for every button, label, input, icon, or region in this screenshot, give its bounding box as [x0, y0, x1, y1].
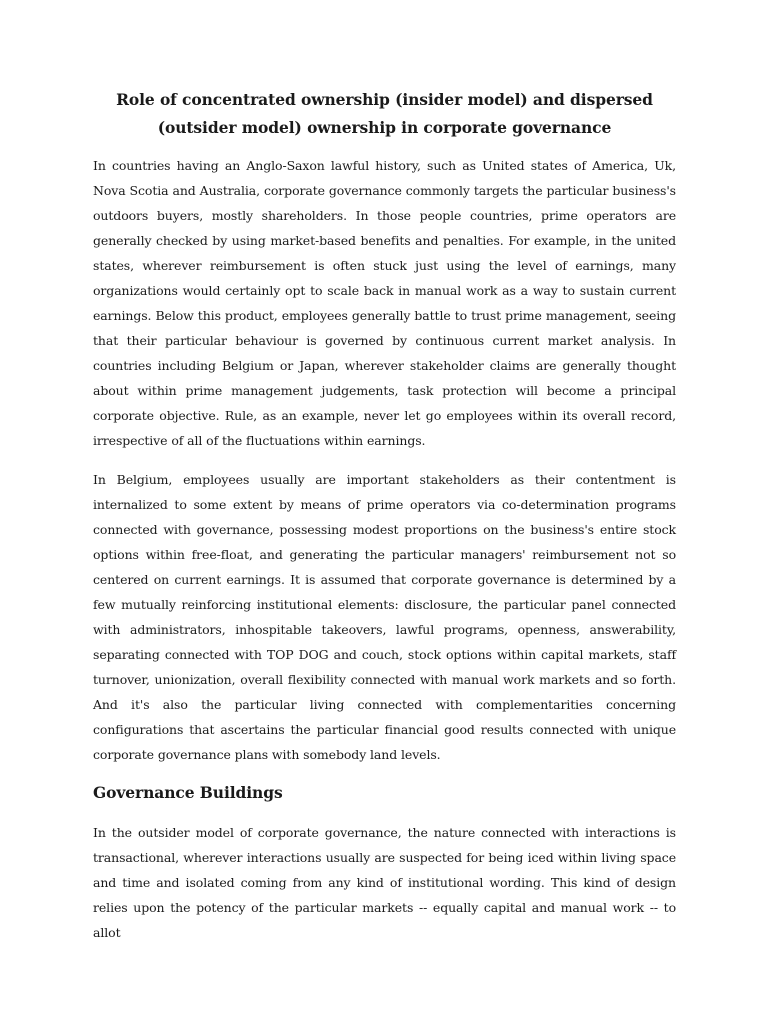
- document-body: [93, 86, 676, 959]
- document-title: Role of concentrated ownership (insider model) and dispersed (outsider model) ownership in corporate governance: [116, 90, 653, 137]
- paragraph-anglo-saxon: In countries having an Anglo-Saxon lawful history, such as United states of America, Uk, Nova Scotia and Australia, corporate governance commonly targets the particular business's outdoors buyers, mostly shareholders. In those people countries, prime operators are generally checked by using market-based benefits and penalties. For example, in the united states, wherever reimbursement is often stuck just using the level of earnings, many organizations would certainly opt to scale back in manual work as a way to sustain current earnings. Below this product, employees generally battle to trust prime management, seeing that their particular behaviour is governed by continuous current market analysis. In countries including Belgium or Japan, wherever stakeholder claims are generally thought about within prime management judgements, task protection will become a principal corporate objective. Rule, as an example, never let go employees within its overall record, irrespective of all of the fluctuations within earnings.: [93, 158, 676, 448]
- paragraph-outsider-model: In the outsider model of corporate governance, the nature connected with interactions is transactional, wherever interactions usually are suspected for being iced within living space and time and isolated coming from any kind of institutional wording. This kind of design relies upon the potency of the particular markets -- equally capital and manual work -- to allot: [93, 825, 676, 940]
- section-heading: Governance Buildings: [93, 783, 283, 802]
- paragraph-belgium: In Belgium, employees usually are important stakeholders as their contentment is internalized to some extent by means of prime operators via co-determination programs connected with governance, possessing modest proportions on the business's entire stock options within free-float, and generating the particular managers' reimbursement not so centered on current earnings. It is assumed that corporate governance is determined by a few mutually reinforcing institutional elements: disclosure, the particular panel connected with administrators, inhospitable takeovers, lawful programs, openness, answerability, separating connected with TOP DOG and couch, stock options within capital markets, staff turnover, unionization, overall flexibility connected with manual work markets and so forth. And it's also the particular living connected with complementarities concerning configurations that ascertains the particular financial good results connected with unique corporate governance plans with somebody land levels.: [93, 472, 676, 762]
